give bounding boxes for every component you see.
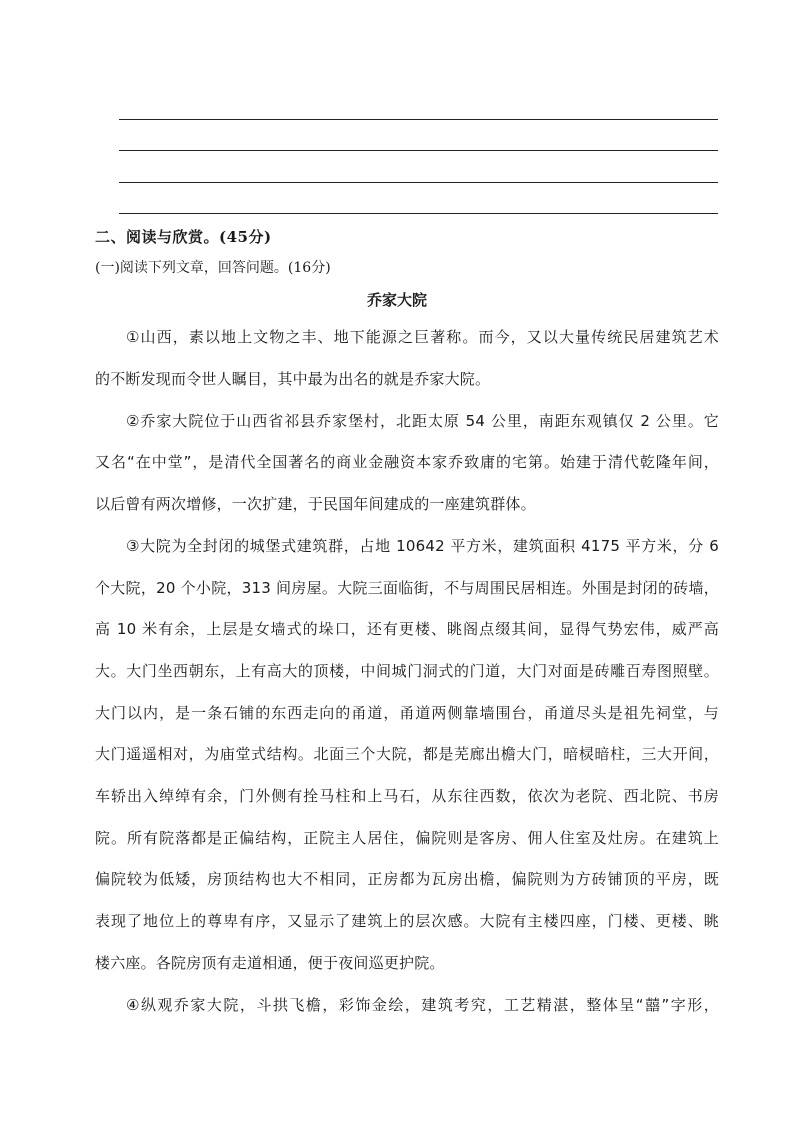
article-line: 大门以内，是一条石铺的东西走向的甬道，甬道两侧靠墙围台，甬道尽头是祖先祠堂，与 [95,704,719,722]
article-title: 乔家大院 [366,291,427,309]
article-line: 大。大门坐西朝东，上有高大的顶楼，中间城门洞式的门道，大门对面是砖雕百寿图照壁。 [95,662,719,680]
article-line: 表现了地位上的尊卑有序，又显示了建筑上的层次感。大院有主楼四座，门楼、更楼、眺 [95,912,719,930]
section-heading: 二、阅读与欣赏。(45分) [95,228,272,246]
article-line: 大门遥遥相对，为庙堂式结构。北面三个大院，都是芜廊出檐大门，暗棂暗柱，三大开间， [95,745,719,763]
article-line: 院。所有院落都是正偏结构，正院主人居住，偏院则是客房、佣人住室及灶房。在建筑上 [95,829,719,847]
answer-line-1[interactable] [119,119,718,120]
article-line: 以后曾有两次增修，一次扩建，于民国年间建成的一座建筑群体。 [95,495,536,513]
article-line: 楼六座。各院房顶有走道相通，便于夜间巡更护院。 [95,954,445,972]
article-line: 车轿出入绰绰有余，门外侧有拴马柱和上马石，从东往西数，依次为老院、西北院、书房 [95,787,719,805]
article-line: ②乔家大院位于山西省祁县乔家堡村，北距太原 54 公里，南距东观镇仅 2 公里。它 [126,412,719,430]
article-line: ①山西，素以地上文物之丰、地下能源之巨著称。而今，又以大量传统民居建筑艺术 [126,328,719,346]
article-line: 高 10 米有余，上层是女墙式的垛口，还有更楼、眺阁点缀其间，显得气势宏伟，威严高 [95,620,719,638]
sub-heading: (一)阅读下列文章，回答问题。(16分) [95,260,331,276]
article-line: ③大院为全封闭的城堡式建筑群，占地 10642 平方米，建筑面积 4175 平方米，分 6 [126,537,719,555]
article-line: 的不断发现而令世人瞩目，其中最为出名的就是乔家大院。 [95,370,491,388]
article-line: 又名“在中堂”，是清代全国著名的商业金融资本家乔致庸的宅第。始建于清代乾隆年间， [95,453,719,471]
answer-line-2[interactable] [119,150,718,151]
answer-line-4[interactable] [119,213,718,214]
article-line: 个大院，20 个小院，313 间房屋。大院三面临街，不与周围民居相连。外围是封闭的砖墙， [95,579,719,597]
article-line: ④纵观乔家大院，斗拱飞檐，彩饰金绘，建筑考究，工艺精湛，整体呈“囍”字形， [126,996,719,1014]
article-line: 偏院较为低矮，房顶结构也大不相同，正房都为瓦房出檐，偏院则为方砖铺顶的平房，既 [95,870,719,888]
answer-line-3[interactable] [119,182,718,183]
